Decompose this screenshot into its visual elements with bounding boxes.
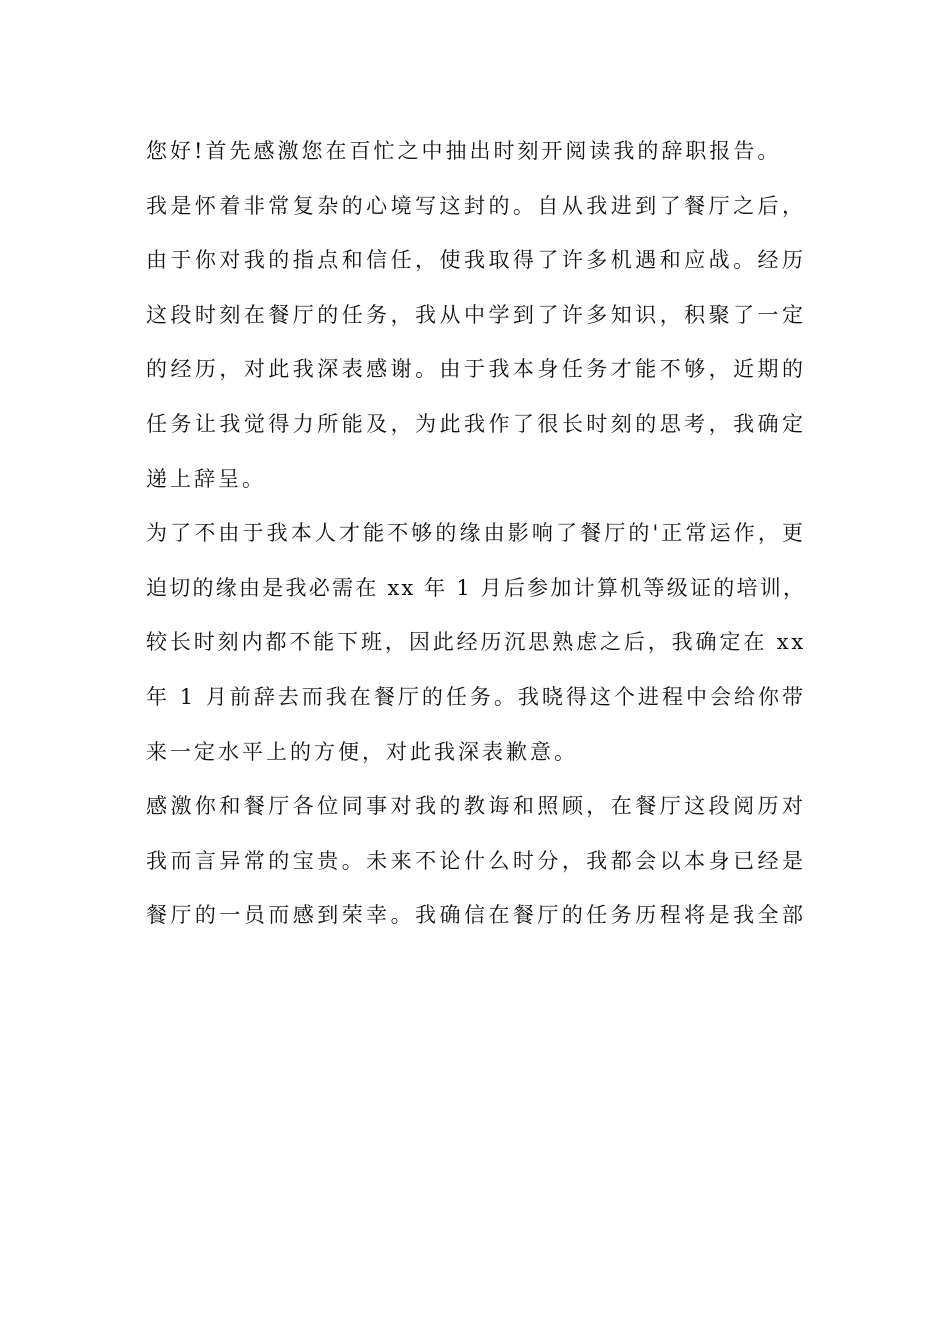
text-line: 任务让我觉得力所能及，为此我作了很长时刻的思考，我确定: [146, 411, 806, 436]
text-line: 的经历，对此我深表感谢。由于我本身任务才能不够，近期的: [146, 357, 806, 382]
text-line: 递上辞呈。: [146, 466, 266, 491]
text-line: 年 1 月前辞去而我在餐厅的任务。我晓得这个进程中会给你带: [146, 684, 806, 709]
text-line: 餐厅的一员而感到荣幸。我确信在餐厅的任务历程将是我全部: [146, 903, 806, 928]
text-line: 感激你和餐厅各位同事对我的教诲和照顾，在餐厅这段阅历对: [146, 794, 806, 819]
text-line: 我是怀着非常复杂的心境写这封的。自从我进到了餐厅之后，: [146, 193, 806, 218]
text-line: 为了不由于我本人才能不够的缘由影响了餐厅的'正常运作，更: [146, 521, 806, 546]
text-line: 我而言异常的宝贵。未来不论什么时分，我都会以本身已经是: [146, 848, 806, 873]
text-line: 较长时刻内都不能下班，因此经历沉思熟虑之后，我确定在 xx: [146, 630, 806, 655]
document-body: [146, 128, 806, 947]
text-line: 迫切的缘由是我必需在 xx 年 1 月后参加计算机等级证的培训，: [146, 575, 806, 600]
text-line: 您好!首先感激您在百忙之中抽出时刻开阅读我的辞职报告。: [146, 139, 782, 163]
text-line: 来一定水平上的方便，对此我深表歉意。: [146, 739, 578, 764]
text-line: 这段时刻在餐厅的任务，我从中学到了许多知识，积聚了一定: [146, 302, 806, 327]
text-line: 由于你对我的指点和信任，使我取得了许多机遇和应战。经历: [146, 248, 806, 273]
